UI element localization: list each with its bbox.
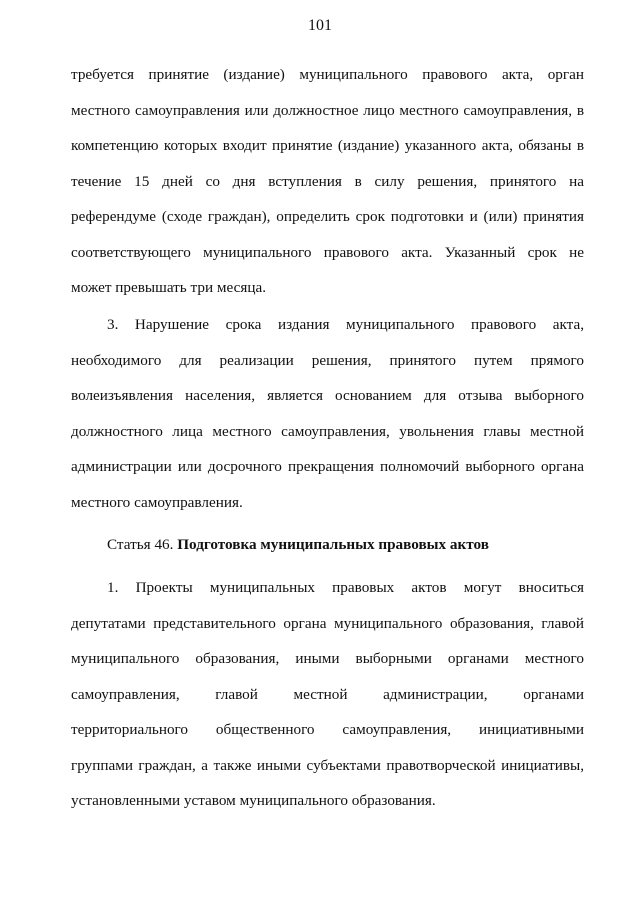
paragraph-continuation <box>71 57 584 306</box>
text-line: должностного лица местного самоуправления, увольнения главы местной <box>71 422 584 440</box>
text-line: муниципального образования, иными выборными органами местного <box>71 650 584 667</box>
paragraph-article-46-item-1 <box>71 570 584 819</box>
text-line: местного самоуправления или должностное лицо местного самоуправления, в <box>71 101 584 119</box>
article-title: Подготовка муниципальных правовых актов <box>177 536 489 553</box>
text-line: установленными уставом муниципального образования. <box>71 792 436 809</box>
paragraph-item-3 <box>71 307 584 520</box>
text-line: 3. Нарушение срока издания муниципального правового акта, <box>107 316 584 333</box>
text-line: компетенцию которых входит принятие (издание) указанного акта, обязаны в <box>71 137 584 154</box>
article-heading <box>107 535 489 555</box>
text-line: территориального общественного самоуправления, инициативными <box>71 721 584 738</box>
text-line: администрации или досрочного прекращения полномочий выборного органа <box>71 458 584 475</box>
text-line: требуется принятие (издание) муниципального правового акта, орган <box>71 66 584 83</box>
article-number: Статья 46. <box>107 536 178 553</box>
text-line: течение 15 дней со дня вступления в силу решения, принятого на <box>71 172 584 190</box>
text-line: референдуме (сходе граждан), определить срок подготовки и (или) принятия <box>71 208 584 225</box>
text-line: самоуправления, главой местной администрации, органами <box>71 685 584 703</box>
text-line: волеизъявления населения, является основанием для отзыва выборного <box>71 387 584 404</box>
page-number: 101 <box>308 17 332 34</box>
text-line: группами граждан, а также иными субъектами правотворческой инициативы, <box>71 756 584 774</box>
text-line: может превышать три месяца. <box>71 279 266 296</box>
text-line: местного самоуправления. <box>71 493 243 511</box>
text-line: соответствующего муниципального правового акта. Указанный срок не <box>71 243 584 261</box>
text-line: депутатами представительного органа муниципального образования, главой <box>71 614 584 632</box>
text-line: 1. Проекты муниципальных правовых актов могут вноситься <box>107 579 584 596</box>
text-line: необходимого для реализации решения, принятого путем прямого <box>71 351 584 369</box>
